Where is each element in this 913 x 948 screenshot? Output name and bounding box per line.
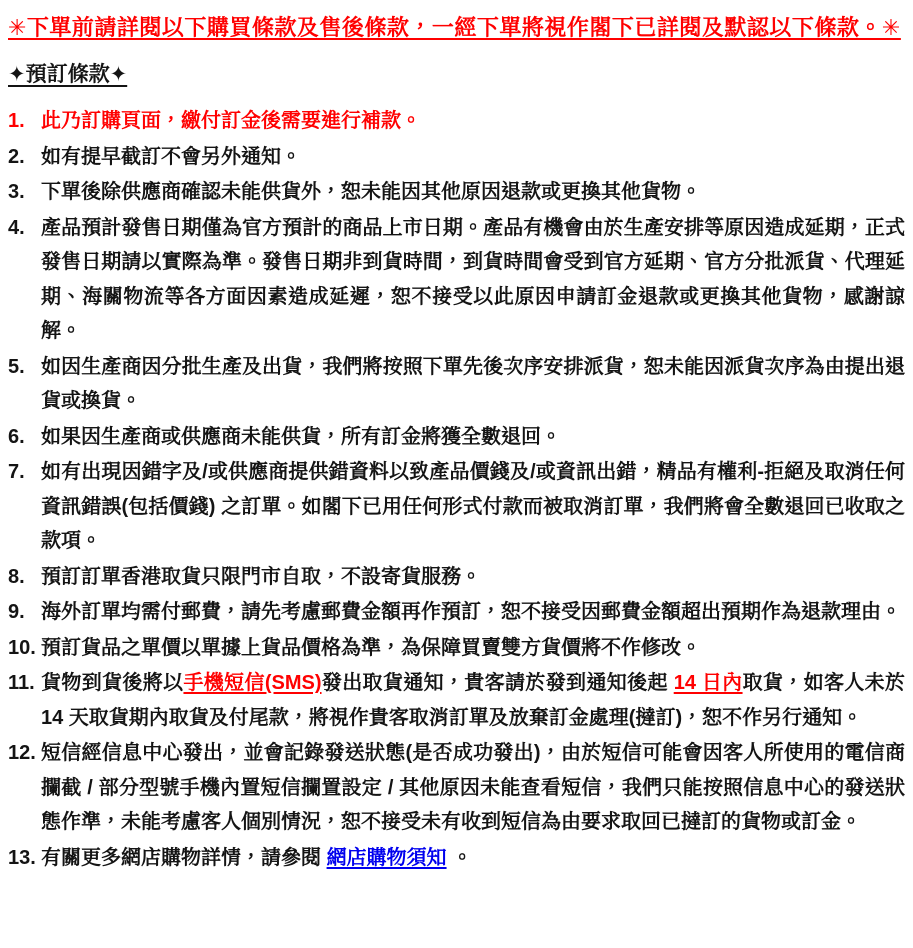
term-text: 貨物到貨後將以 [41,672,184,694]
term-text: 取貨，如客人未於 14 天取貨期內取貨及付尾款，將視作貴客取消訂單及放棄訂金處理(撻訂)，恕不作另行通知。 [41,672,906,729]
term-text: 如果因生產商或供應商未能供貨，所有訂金將獲全數退回。 [41,425,561,448]
term-item-10 [8,631,905,666]
term-item-3 [8,175,905,210]
term-text: 發出取貨通知，貴客請於發到通知後起 [321,672,674,694]
store-shopping-notice-link[interactable]: 網店購物須知 [326,846,447,869]
terms-list [8,104,905,875]
term-text: 有關更多網店購物詳情，請參閱 [41,846,327,869]
preorder-terms-heading: ✦預訂條款✦ [8,63,128,86]
term-item-12 [8,736,905,840]
term-item-8 [8,560,905,595]
term-item-6 [8,420,905,455]
term-item-11 [8,666,905,735]
term-text: 預訂訂單香港取貨只限門市自取，不設寄貨服務。 [41,565,481,588]
term-text: 短信經信息中心發出，並會記錄發送狀態(是否成功發出)，由於短信可能會因客人所使用的電信商攔截 / 部分型號手機內置短信攔置設定 / 其他原因未能查看短信，我們只能按照信息中心的發送狀態作準，未能考慮客人個別情況，恕不接受未有收到短信為由要求取回已撻訂的貨物或訂金。 [41,742,905,833]
term-item-5 [8,350,905,419]
term-text: 如有出現因錯字及/或供應商提供錯資料以致產品價錢及/或資訊出錯，精品有權利-拒絕及取消任何資訊錯誤(包括價錢) 之訂單。如閣下已用任何形式付款而被取消訂單，我們將會全數退回已收取之款項。 [41,461,905,552]
term-text: 。 [446,846,473,869]
term-text: 產品預計發售日期僅為官方預計的商品上市日期。產品有機會由於生產安排等原因造成延期，正式發售日期請以實際為準。發售日期非到貨時間，到貨時間會受到官方延期、官方分批派貨、代理延期、海關物流等各方面因素造成延遲，恕不接受以此原因申請訂金退款或更換其他貨物，感謝諒解。 [41,216,905,342]
term-text: 如因生產商因分批生產及出貨，我們將按照下單先後次序安排派貨，恕未能因派貨次序為由提出退貨或換貨。 [41,355,905,412]
purchase-terms-banner: ✳下單前請詳閱以下購買條款及售後條款，一經下單將視作閣下已詳閱及默認以下條款。✳ [8,15,901,40]
term-item-9 [8,595,905,630]
term-item-4 [8,211,905,349]
term-text: 預訂貨品之單價以單據上貨品價格為準，為保障買賣雙方貨價將不作修改。 [41,636,701,659]
term-text: 14 日內 [673,672,743,694]
term-item-13 [8,841,905,876]
term-text: 下單後除供應商確認未能供貨外，恕未能因其他原因退款或更換其他貨物。 [41,181,701,203]
term-text: 海外訂單均需付郵費，請先考慮郵費金額再作預訂，恕不接受因郵費金額超出預期作為退款理由。 [41,601,901,623]
term-item-7 [8,455,905,559]
term-item-2 [8,140,905,175]
term-text: 如有提早截訂不會另外通知。 [41,145,301,168]
term-item-1 [8,104,905,139]
term-text: 手機短信(SMS) [183,672,322,694]
term-text: 此乃訂購頁面，繳付訂金後需要進行補款。 [41,110,421,132]
